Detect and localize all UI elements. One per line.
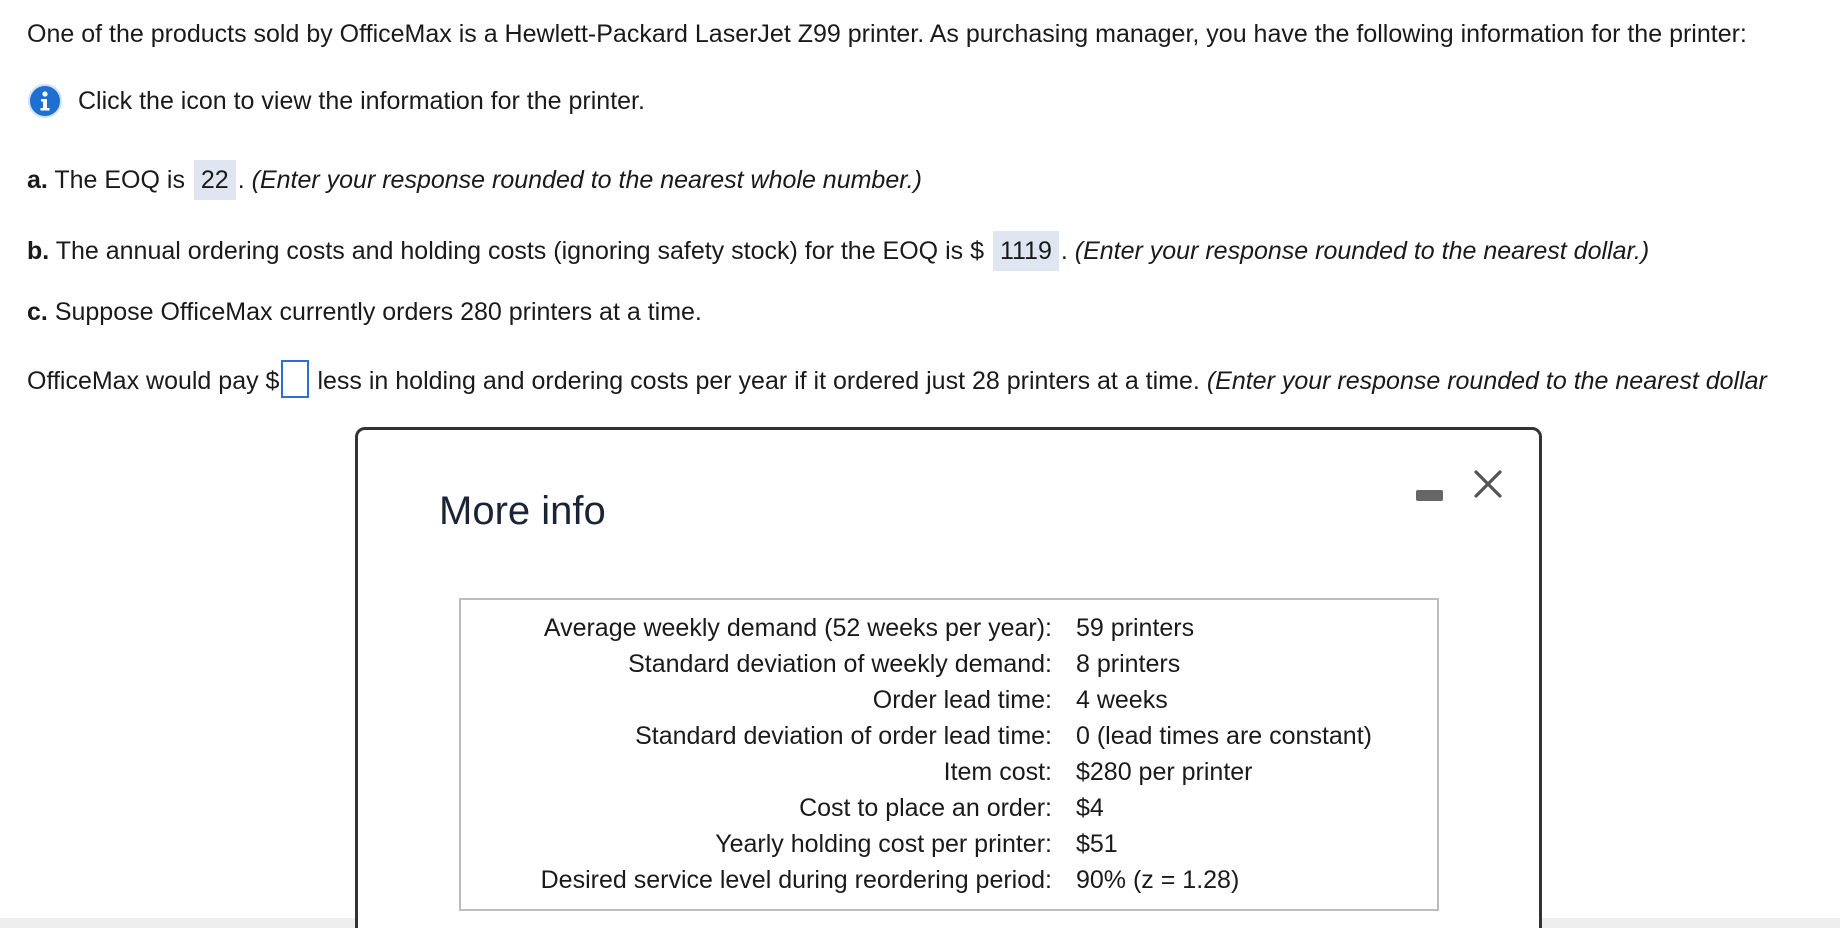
info-row	[461, 826, 1437, 862]
info-row	[461, 754, 1437, 790]
part-c-letter: c.	[27, 298, 48, 326]
info-row-label: Average weekly demand (52 weeks per year):	[543, 614, 1052, 642]
info-prompt-text: Click the icon to view the information for the printer.	[78, 87, 645, 115]
part-d-text-after: less in holding and ordering costs per year if it ordered just 28 printers at a time.	[317, 367, 1200, 395]
info-row	[461, 610, 1437, 646]
part-c-text: Suppose OfficeMax currently orders 280 printers at a time.	[54, 298, 702, 326]
part-b-instruction: (Enter your response rounded to the nearest dollar.)	[1074, 237, 1650, 265]
eoq-answer[interactable]: 22	[194, 160, 236, 200]
part-d-instruction: (Enter your response rounded to the nearest dollar	[1206, 367, 1767, 395]
info-row-label: Yearly holding cost per printer:	[715, 830, 1052, 858]
part-b-period: .	[1060, 237, 1068, 265]
close-icon	[1468, 464, 1508, 504]
info-row-label: Standard deviation of weekly demand:	[628, 650, 1052, 678]
info-row-value: 4 weeks	[1076, 686, 1168, 714]
info-row-label: Standard deviation of order lead time:	[635, 722, 1052, 750]
part-c	[27, 296, 702, 328]
info-row-value: 0 (lead times are constant)	[1076, 722, 1372, 750]
part-a-letter: a.	[27, 166, 48, 194]
part-a	[27, 160, 922, 200]
close-button[interactable]	[1468, 464, 1508, 504]
info-row-label: Item cost:	[943, 758, 1052, 786]
minimize-icon	[1416, 490, 1443, 501]
printer-info-table	[459, 598, 1439, 911]
info-row-value: $280 per printer	[1076, 758, 1253, 786]
info-row	[461, 718, 1437, 754]
info-row	[461, 862, 1437, 898]
info-row-label: Cost to place an order:	[799, 794, 1052, 822]
part-a-period: .	[237, 166, 245, 194]
info-row	[461, 682, 1437, 718]
info-prompt-row	[28, 84, 645, 118]
info-row-label: Order lead time:	[872, 686, 1052, 714]
info-row	[461, 646, 1437, 682]
info-row-value: 59 printers	[1076, 614, 1195, 642]
dialog-title: More info	[439, 489, 606, 533]
part-a-text: The EOQ is	[54, 166, 185, 194]
minimize-button[interactable]	[1413, 480, 1447, 510]
info-row	[461, 790, 1437, 826]
more-info-dialog	[355, 427, 1542, 928]
part-b-text: The annual ordering costs and holding costs (ignoring safety stock) for the EOQ is $	[55, 237, 984, 265]
info-row-value: 8 printers	[1076, 650, 1181, 678]
info-icon[interactable]	[28, 84, 62, 118]
annual-cost-answer[interactable]: 1119	[993, 231, 1059, 271]
part-b	[27, 231, 1649, 271]
savings-answer-input[interactable]	[281, 360, 309, 398]
part-b-letter: b.	[27, 237, 50, 265]
info-row-value: 90% (z = 1.28)	[1076, 866, 1240, 894]
info-row-value: $4	[1076, 794, 1104, 822]
question-intro: One of the products sold by OfficeMax is a Hewlett-Packard LaserJet Z99 printer. As purchasing manager, you have the following information for the printer:	[27, 20, 1747, 48]
info-row-value: $51	[1076, 830, 1118, 858]
info-row-label: Desired service level during reordering period:	[540, 866, 1052, 894]
part-d	[27, 360, 1767, 398]
part-a-instruction: (Enter your response rounded to the nearest whole number.)	[251, 166, 922, 194]
part-d-text-before: OfficeMax would pay $	[27, 367, 280, 395]
